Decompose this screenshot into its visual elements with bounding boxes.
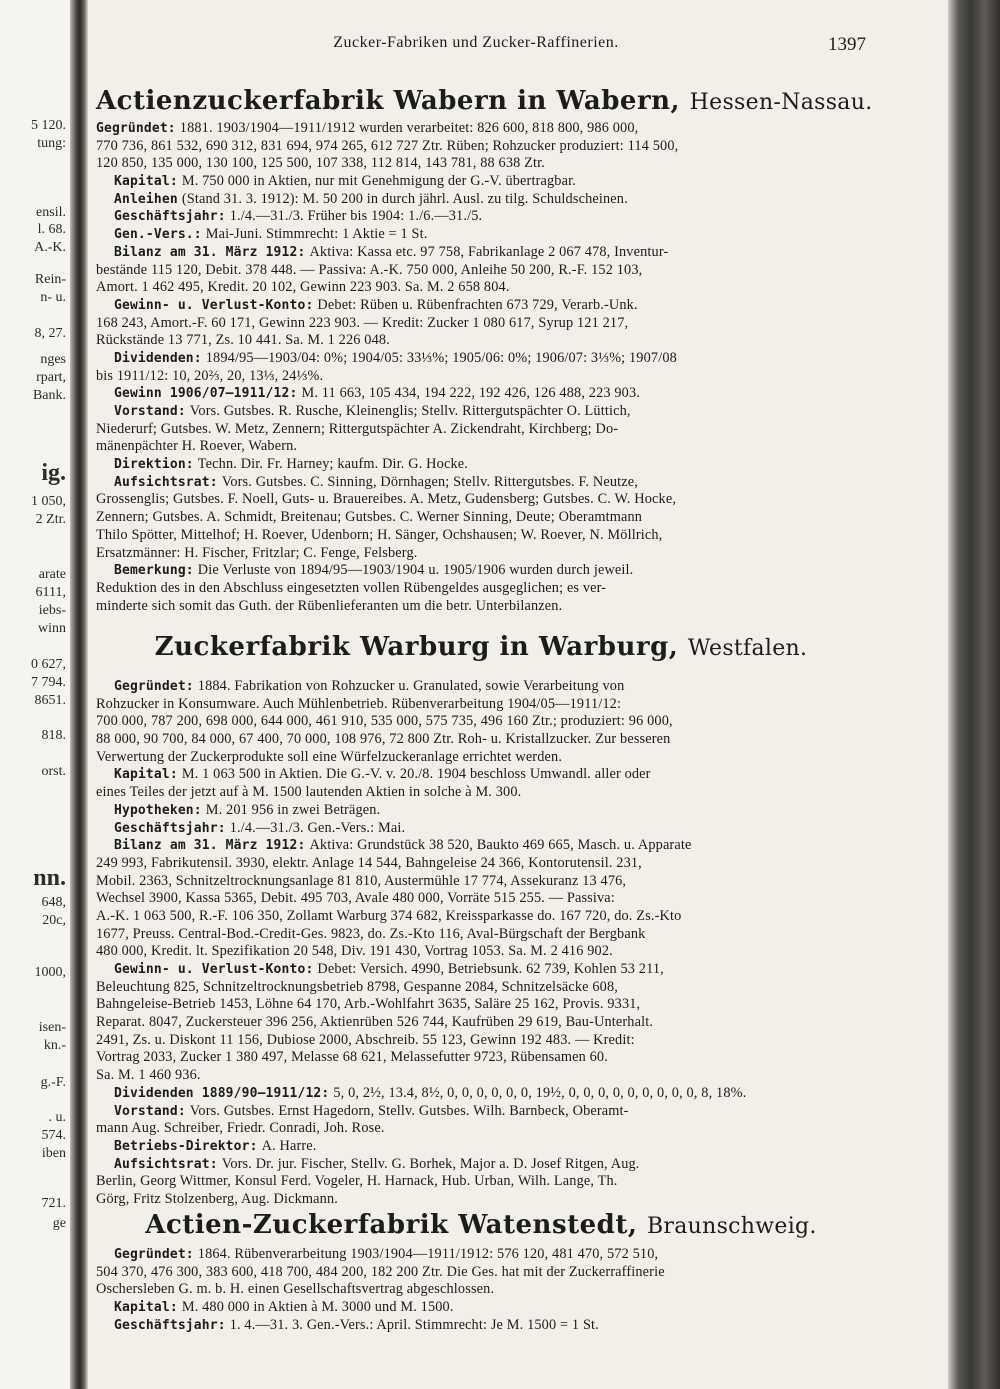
- field-text: 1./4.—31./3. Gen.-Vers.: Mai.: [229, 819, 406, 836]
- company-name: Actienzuckerfabrik Wabern in Wabern,: [96, 86, 690, 116]
- field-key: Gegründet:: [96, 121, 176, 136]
- field-key: Dividenden:: [114, 350, 202, 366]
- field-key: Kapital:: [114, 1300, 178, 1316]
- previous-page-fragment: 721.: [41, 1196, 66, 1211]
- field-text: M. 11 663, 105 434, 194 222, 192 426, 126 488, 223 903.: [301, 385, 641, 402]
- company-region: Hessen-Nassau.: [689, 90, 873, 115]
- field-key: Aufsichtsrat:: [114, 474, 218, 490]
- entry-line: [96, 820, 868, 838]
- field-text: 1677, Preuss. Central-Bod.-Credit-Ges. 9823, do. Zs.-Kto 116, Aval-Bürgschaft der Bergbank: [96, 925, 646, 942]
- entry-line: [96, 297, 868, 315]
- entry-line: [96, 943, 868, 961]
- previous-page-fragment: g.-F.: [40, 1075, 66, 1090]
- field-text: Mobil. 2363, Schnitzeltrocknungsanlage 81 810, Austermühle 17 774, Assekuranz 13 476,: [96, 872, 627, 889]
- field-text: 249 993, Fabrikutensil. 3930, elektr. Anlage 14 544, Bahngeleise 24 366, Kontorutensil. 231,: [96, 854, 642, 871]
- previous-page-fragment: 0 627,: [31, 657, 66, 672]
- field-key: Vorstand:: [114, 404, 186, 419]
- entry-line: [96, 173, 868, 191]
- field-text: 770 736, 861 532, 690 312, 831 694, 974 265, 612 727 Ztr. Rüben; Rohzucker produziert: 114 500,: [96, 137, 679, 154]
- previous-page-fragment: Rein-: [34, 272, 66, 287]
- field-text: Wechsel 3900, Kassa 5365, Debit. 495 703, Avale 480 000, Vorräte 515 255. — Passiva:: [96, 890, 615, 907]
- previous-page-fragment: isen-: [38, 1020, 66, 1035]
- entry-line: [96, 509, 868, 527]
- previous-page-fragment: l. 68.: [37, 222, 66, 237]
- previous-page-edge: [0, 0, 70, 1389]
- entry-line: [96, 545, 868, 563]
- previous-page-fragment: n- u.: [40, 290, 66, 305]
- company-title: [96, 86, 873, 116]
- entry-line: [96, 713, 868, 731]
- field-text: Die Verluste von 1894/95—1903/1904 u. 1905/1906 wurden durch jeweil.: [197, 562, 634, 579]
- entry-line: [96, 315, 868, 333]
- entry-line: [96, 926, 868, 944]
- entry-line: [96, 696, 868, 714]
- field-key: Hypotheken:: [114, 802, 202, 818]
- previous-page-fragment: A.-K.: [34, 240, 66, 255]
- entry-line: [96, 802, 868, 820]
- field-text: 504 370, 476 300, 383 600, 418 700, 484 200, 182 200 Ztr. Die Ges. hat mit der Zuckerraffinerie: [96, 1263, 665, 1280]
- field-text: (Stand 31. 3. 1912): M. 50 200 in durch jährl. Ausl. zu tilg. Schuldscheinen.: [181, 190, 628, 207]
- entry-line: [96, 527, 868, 545]
- entry-line: [96, 1317, 868, 1335]
- entry-line: [96, 837, 868, 855]
- field-text: Sa. M. 1 460 936.: [96, 1067, 201, 1084]
- previous-page-fragment: ensil.: [36, 205, 66, 220]
- field-text: Thilo Spötter, Mittelhof; H. Roever, Udenborn; H. Sänger, Ochshausen; W. Roever, N. Möllrich,: [96, 526, 663, 543]
- field-text: Reduktion des in den Abschluss eingesetzten vollen Rübengeldes ausgeglichen; es ver-: [96, 579, 607, 596]
- field-key: Kapital:: [114, 174, 178, 190]
- company-region: Westfalen.: [687, 636, 808, 661]
- entry-line: [96, 908, 868, 926]
- previous-page-fragment: 8, 27.: [34, 326, 66, 341]
- entry-line: [96, 120, 868, 138]
- field-text: Ersatzmänner: H. Fischer, Fritzlar; C. Fenge, Felsberg.: [96, 544, 418, 561]
- field-text: Reparat. 8047, Zuckersteuer 396 256, Aktienrüben 526 744, Kaufrüben 29 619, Bau-Unterhalt.: [96, 1014, 654, 1031]
- field-text: Görg, Fritz Stolzenberg, Aug. Dickmann.: [96, 1190, 338, 1207]
- entry-line: [96, 678, 868, 696]
- previous-page-fragment: 5 120.: [31, 118, 66, 133]
- field-text: 88 000, 90 700, 84 000, 67 400, 70 000, 108 976, 72 800 Ztr. Roh- u. Kristallzucker. Zur besseren: [96, 731, 671, 748]
- entry-line: [96, 1085, 868, 1103]
- field-text: Debet: Rüben u. Rübenfrachten 673 729, Verarb.-Unk.: [317, 296, 638, 313]
- field-key: Bemerkung:: [114, 563, 194, 579]
- entry-line: [96, 996, 868, 1014]
- entry-line: [96, 1191, 868, 1209]
- entry-line: [96, 1246, 868, 1264]
- entry-line: [96, 474, 868, 492]
- company-entry: [96, 678, 868, 1209]
- entry-line: [96, 208, 868, 226]
- field-text: Vors. Gutsbes. R. Rusche, Kleinenglis; Stellv. Rittergutspächter O. Lüttich,: [189, 403, 631, 419]
- page-body: [96, 30, 944, 1380]
- previous-page-fragment: 818.: [41, 728, 66, 743]
- previous-page-fragment: tung:: [37, 136, 66, 151]
- previous-page-fragment: orst.: [41, 764, 66, 779]
- entry-line: [96, 279, 868, 297]
- previous-page-fragment: winn: [38, 621, 66, 636]
- field-text: Oschersleben G. m. b. H. einen Gesellschaftsvertrag abgeschlossen.: [96, 1281, 495, 1298]
- field-text: Bahngeleise-Betrieb 1453, Löhne 64 170, Arb.-Wohlfahrt 3635, Saläre 25 162, Provis. 9331,: [96, 996, 641, 1013]
- company-entry: [96, 120, 868, 615]
- field-text: Grossenglis; Gutsbes. F. Noell, Guts- u. Brauereibes. A. Metz, Gudensberg; Gutsbes. C. W. Hocke,: [96, 491, 677, 508]
- field-text: 1884. Fabrikation von Rohzucker u. Granulated, sowie Verarbeitung von: [197, 678, 625, 694]
- book-gutter: [70, 0, 88, 1389]
- field-text: bis 1911/12: 10, 20⅔, 20, 13⅓, 24⅓%.: [96, 367, 324, 384]
- field-text: M. 201 956 in zwei Beträgen.: [205, 801, 381, 818]
- field-key: Gewinn- u. Verlust-Konto:: [114, 962, 314, 977]
- entry-line: [96, 244, 868, 262]
- field-text: Rohzucker in Konsumware. Auch Mühlenbetrieb. Rübenverarbeitung 1904/05—1911/12:: [96, 695, 622, 712]
- entry-line: [96, 961, 868, 979]
- entry-line: [96, 191, 868, 209]
- field-key: Anleihen: [114, 191, 178, 207]
- entry-line: [96, 385, 868, 403]
- field-key: Geschäftsjahr:: [114, 820, 226, 836]
- field-text: Mai-Juni. Stimmrecht: 1 Aktie = 1 St.: [205, 226, 428, 243]
- page-number: 1397: [828, 34, 866, 55]
- company-name: Zuckerfabrik Warburg in Warburg,: [154, 632, 688, 662]
- field-text: 1. 4.—31. 3. Gen.-Vers.: April. Stimmrecht: Je M. 1500 = 1 St.: [229, 1316, 599, 1333]
- previous-page-fragment: Bank.: [32, 388, 66, 403]
- entry-line: [96, 890, 868, 908]
- entry-line: [96, 438, 868, 456]
- field-text: Zennern; Gutsbes. A. Schmidt, Breitenau; Gutsbes. C. Werner Sinning, Deute; Oberamtmann: [96, 509, 643, 526]
- entry-line: [96, 262, 868, 280]
- entry-line: [96, 491, 868, 509]
- entry-line: [96, 350, 868, 368]
- previous-page-fragment: 648,: [41, 895, 66, 910]
- entry-line: [96, 1049, 868, 1067]
- field-text: 168 243, Amort.-F. 60 171, Gewinn 223 903. — Kredit: Zucker 1 080 617, Syrup 121 217,: [96, 314, 629, 331]
- entry-line: [96, 1264, 868, 1282]
- previous-page-fragment: iben: [41, 1146, 66, 1161]
- previous-page-fragment: 2 Ztr.: [35, 512, 66, 527]
- company-entry: [96, 1246, 868, 1334]
- entry-line: [96, 784, 868, 802]
- entry-line: [96, 456, 868, 474]
- field-text: minderte sich somit das Guth. der Rübenlieferanten um die betr. Unterbilanzen.: [96, 597, 563, 614]
- field-text: 480 000, Kredit. lt. Spezifikation 20 548, Div. 191 430, Vortrag 1053. Sa. M. 2 416 902.: [96, 943, 613, 960]
- entry-line: [96, 562, 868, 580]
- previous-page-fragment: rpart,: [36, 370, 66, 385]
- running-head: [96, 34, 866, 58]
- field-text: Aktiva: Grundstück 38 520, Baukto 469 665, Masch. u. Apparate: [309, 837, 692, 854]
- field-text: M. 750 000 in Aktien, nur mit Genehmigung der G.-V. übertragbar.: [181, 173, 576, 190]
- field-key: Kapital:: [114, 767, 178, 783]
- field-text: M. 1 063 500 in Aktien. Die G.-V. v. 20./8. 1904 beschloss Umwandl. aller oder: [181, 766, 651, 783]
- field-key: Geschäftsjahr:: [114, 1317, 226, 1333]
- field-text: 5, 0, 2½, 13.4, 8½, 0, 0, 0, 0, 0, 0, 19½, 0, 0, 0, 0, 0, 0, 0, 0, 0, 8, 18%.: [333, 1084, 747, 1101]
- field-text: A.-K. 1 063 500, R.-F. 106 350, Zollamt Warburg 374 682, Kreissparkasse do. 167 720, do. Zs.-Kto: [96, 907, 682, 924]
- entry-line: [96, 1173, 868, 1191]
- field-text: Verwertung der Zuckerprodukte soll eine Würfelzuckeranlage errichtet werden.: [96, 748, 563, 765]
- entry-line: [96, 1014, 868, 1032]
- field-key: Gewinn- u. Verlust-Konto:: [114, 297, 314, 313]
- company-title: [96, 1210, 866, 1240]
- field-text: 1./4.—31./3. Früher bis 1904: 1./6.—31./5.: [229, 208, 483, 225]
- entry-line: [96, 749, 868, 767]
- field-text: Vortrag 2033, Zucker 1 380 497, Melasse 68 621, Melassefutter 9723, Rübensamen 60.: [96, 1049, 608, 1066]
- field-text: eines Teiles der jetzt auf à M. 1500 lautenden Aktien in solche à M. 300.: [96, 784, 522, 801]
- field-text: Aktiva: Kassa etc. 97 758, Fabrikanlage 2 067 478, Inventur-: [309, 243, 669, 260]
- entry-line: [96, 979, 868, 997]
- company-name: Actien-Zuckerfabrik Watenstedt,: [145, 1210, 647, 1240]
- field-text: Berlin, Georg Wittmer, Konsul Ferd. Vogeler, H. Harnack, Hub. Urban, Wilh. Lange, Th.: [96, 1173, 618, 1190]
- previous-page-fragment: 1000,: [34, 965, 66, 980]
- field-key: Vorstand:: [114, 1103, 186, 1119]
- previous-page-fragment: iebs-: [38, 603, 66, 618]
- entry-line: [96, 1103, 868, 1121]
- field-key: Gegründet:: [114, 679, 194, 694]
- entry-line: [96, 1120, 868, 1138]
- entry-line: [96, 580, 868, 598]
- field-text: Vors. Dr. jur. Fischer, Stellv. G. Borhek, Major a. D. Josef Ritgen, Aug.: [221, 1155, 640, 1172]
- entry-line: [96, 368, 868, 386]
- field-key: Gegründet:: [114, 1247, 194, 1262]
- running-title: Zucker-Fabriken und Zucker-Raffinerien.: [333, 34, 619, 51]
- entry-line: [96, 403, 868, 421]
- field-text: 700 000, 787 200, 698 000, 644 000, 461 910, 535 000, 575 735, 496 160 Ztr.; produziert: 96 000,: [96, 713, 673, 730]
- entry-line: [96, 598, 868, 616]
- previous-page-fragment: 20c,: [42, 913, 66, 928]
- field-text: 120 850, 135 000, 130 100, 125 500, 107 338, 112 814, 143 781, 88 638 Ztr.: [96, 155, 546, 172]
- entry-line: [96, 332, 868, 350]
- entry-line: [96, 155, 868, 173]
- previous-page-fragment: 6111,: [35, 585, 66, 600]
- entry-line: [96, 766, 868, 784]
- entry-line: [96, 138, 868, 156]
- previous-page-fragment: . u.: [48, 1110, 66, 1125]
- field-text: Amort. 1 462 495, Kredit. 20 102, Gewinn 223 903. Sa. M. 2 658 804.: [96, 279, 510, 296]
- entry-line: [96, 226, 868, 244]
- field-key: Gewinn 1906/07—1911/12:: [114, 386, 298, 402]
- field-text: bestände 115 120, Debit. 378 448. — Passiva: A.-K. 750 000, Anleihe 50 200, R.-F. 152 103,: [96, 261, 643, 278]
- field-key: Bilanz am 31. März 1912:: [114, 244, 306, 260]
- field-text: Niederurf; Gutsbes. W. Metz, Zennern; Rittergutspächter A. Zickendraht, Kirchberg; Do-: [96, 420, 619, 437]
- field-text: M. 480 000 in Aktien à M. 3000 und M. 1500.: [181, 1299, 454, 1316]
- previous-page-fragment: nn.: [33, 865, 66, 891]
- previous-page-fragment: 574.: [41, 1128, 66, 1143]
- company-region: Braunschweig.: [646, 1214, 817, 1239]
- field-text: Techn. Dir. Fr. Harney; kaufm. Dir. G. Hocke.: [197, 456, 468, 473]
- entry-line: [96, 1299, 868, 1317]
- field-text: Vors. Gutsbes. C. Sinning, Dörnhagen; Stellv. Rittergutsbes. F. Neutze,: [221, 473, 638, 490]
- field-key: Dividenden 1889/90—1911/12:: [114, 1085, 330, 1101]
- entry-line: [96, 855, 868, 873]
- field-text: Vors. Gutsbes. Ernst Hagedorn, Stellv. Gutsbes. Wilh. Barnbeck, Oberamt-: [189, 1102, 629, 1119]
- field-text: mänenpächter H. Roever, Wabern.: [96, 438, 298, 455]
- field-key: Gen.-Vers.:: [114, 227, 202, 243]
- field-text: Rückstände 13 771, Zs. 10 441. Sa. M. 1 226 048.: [96, 332, 390, 349]
- previous-page-fragment: ge: [52, 1216, 66, 1231]
- field-key: Direktion:: [114, 457, 194, 473]
- field-text: 2491, Zs. u. Diskont 11 156, Dubiose 2000, Abschreib. 55 123, Gewinn 192 483. — Kredit:: [96, 1031, 635, 1048]
- field-text: 1894/95—1903/04: 0%; 1904/05: 33⅓%; 1905/06: 0%; 1906/07: 3⅓%; 1907/08: [205, 349, 677, 366]
- field-key: Geschäftsjahr:: [114, 209, 226, 225]
- field-text: A. Harre.: [261, 1137, 317, 1154]
- entry-line: [96, 1281, 868, 1299]
- entry-line: [96, 421, 868, 439]
- entry-line: [96, 873, 868, 891]
- field-text: mann Aug. Schreiber, Friedr. Conradi, Joh. Rose.: [96, 1120, 385, 1137]
- previous-page-fragment: kn.-: [43, 1038, 66, 1053]
- previous-page-fragment: nges: [40, 352, 66, 367]
- entry-line: [96, 1067, 868, 1085]
- previous-page-fragment: ig.: [41, 460, 66, 486]
- book-edge-shadow: [948, 0, 1000, 1389]
- entry-line: [96, 1138, 868, 1156]
- entry-line: [96, 731, 868, 749]
- entry-line: [96, 1156, 868, 1174]
- field-text: Beleuchtung 825, Schnitzeltrocknungsbetrieb 8798, Gespanne 2084, Schnitzelsäcke 608,: [96, 978, 619, 995]
- field-text: Debet: Versich. 4990, Betriebsunk. 62 739, Kohlen 53 211,: [317, 961, 664, 977]
- previous-page-fragment: 1 050,: [31, 494, 66, 509]
- field-text: 1864. Rübenverarbeitung 1903/1904—1911/1912: 576 120, 481 470, 572 510,: [197, 1246, 659, 1262]
- field-key: Betriebs-Direktor:: [114, 1138, 258, 1154]
- field-key: Aufsichtsrat:: [114, 1156, 218, 1172]
- field-key: Bilanz am 31. März 1912:: [114, 838, 306, 854]
- previous-page-fragment: 7 794.: [31, 675, 66, 690]
- previous-page-fragment: arate: [38, 567, 66, 582]
- field-text: 1881. 1903/1904—1911/1912 wurden verarbeitet: 826 600, 818 800, 986 000,: [179, 120, 639, 136]
- previous-page-fragment: 8651.: [34, 693, 66, 708]
- company-title: [96, 632, 866, 662]
- entry-line: [96, 1032, 868, 1050]
